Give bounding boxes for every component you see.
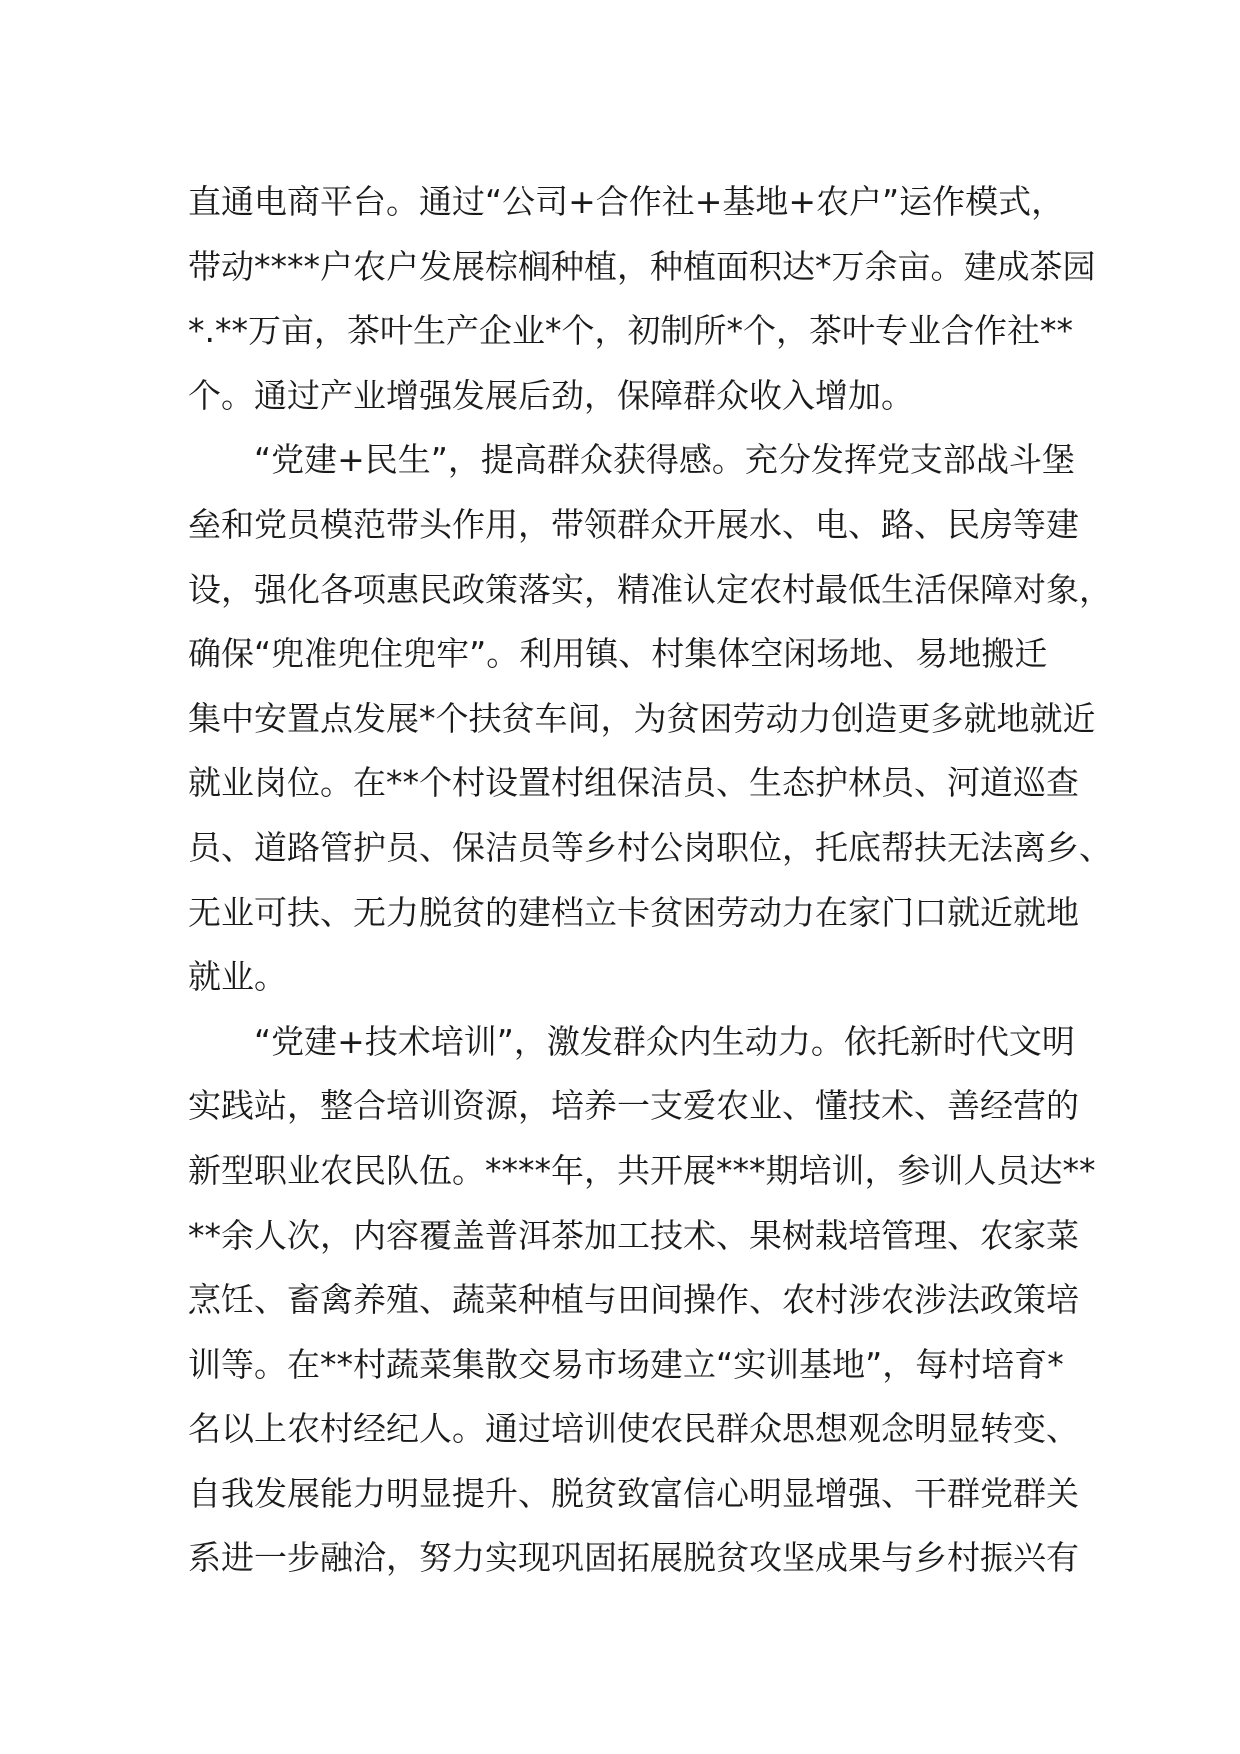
text-line: 无业可扶、无力脱贫的建档立卡贫困劳动力在家门口就近就地 [188, 892, 1079, 932]
text-line: 垒和党员模范带头作用，带领群众开展水、电、路、民房等建 [188, 504, 1079, 544]
text-line: 实践站，整合培训资源，培养一支爱农业、懂技术、善经营的 [188, 1086, 1079, 1126]
text-line: **余人次，内容覆盖普洱茶加工技术、果树栽培管理、农家菜 [188, 1215, 1079, 1255]
text-line: *.**万亩，茶叶生产企业*个，初制所*个，茶叶专业合作社** [188, 311, 1073, 351]
text-line: 训等。在**村蔬菜集散交易市场建立“实训基地”，每村培育* [188, 1344, 1064, 1384]
text-line: 个。通过产业增强发展后劲，保障群众收入增加。 [188, 375, 914, 415]
text-line: 集中安置点发展*个扶贫车间，为贫困劳动力创造更多就地就近 [188, 698, 1096, 738]
text-line: 就业。 [188, 957, 287, 997]
text-line: 设，强化各项惠民政策落实，精准认定农村最低生活保障对象， [188, 569, 1112, 609]
text-line: 新型职业农民队伍。****年，共开展***期培训，参训人员达** [188, 1150, 1096, 1190]
document-body [188, 170, 1112, 1591]
text-line: 名以上农村经纪人。通过培训使农民群众思想观念明显转变、 [188, 1409, 1079, 1449]
paragraph-first-line: “党建+民生”，提高群众获得感。充分发挥党支部战斗堡 [254, 440, 1075, 480]
text-line: 员、道路管护员、保洁员等乡村公岗职位，托底帮扶无法离乡、 [188, 827, 1112, 867]
text-line: 确保“兜准兜住兜牢”。利用镇、村集体空闲场地、易地搬迁 [188, 634, 1048, 674]
text-line: 系进一步融洽，努力实现巩固拓展脱贫攻坚成果与乡村振兴有 [188, 1538, 1079, 1578]
paragraph-first-line: “党建+技术培训”，激发群众内生动力。依托新时代文明 [254, 1021, 1075, 1061]
text-line: 烹饪、畜禽养殖、蔬菜种植与田间操作、农村涉农涉法政策培 [188, 1280, 1079, 1320]
text-line: 带动****户农户发展棕榈种植，种植面积达*万余亩。建成茶园 [188, 246, 1096, 286]
text-line: 直通电商平台。通过“公司+合作社+基地+农户”运作模式， [188, 182, 1065, 221]
text-line: 自我发展能力明显提升、脱贫致富信心明显增强、干群党群关 [188, 1473, 1079, 1513]
text-line: 就业岗位。在**个村设置村组保洁员、生态护林员、河道巡查 [188, 763, 1079, 803]
